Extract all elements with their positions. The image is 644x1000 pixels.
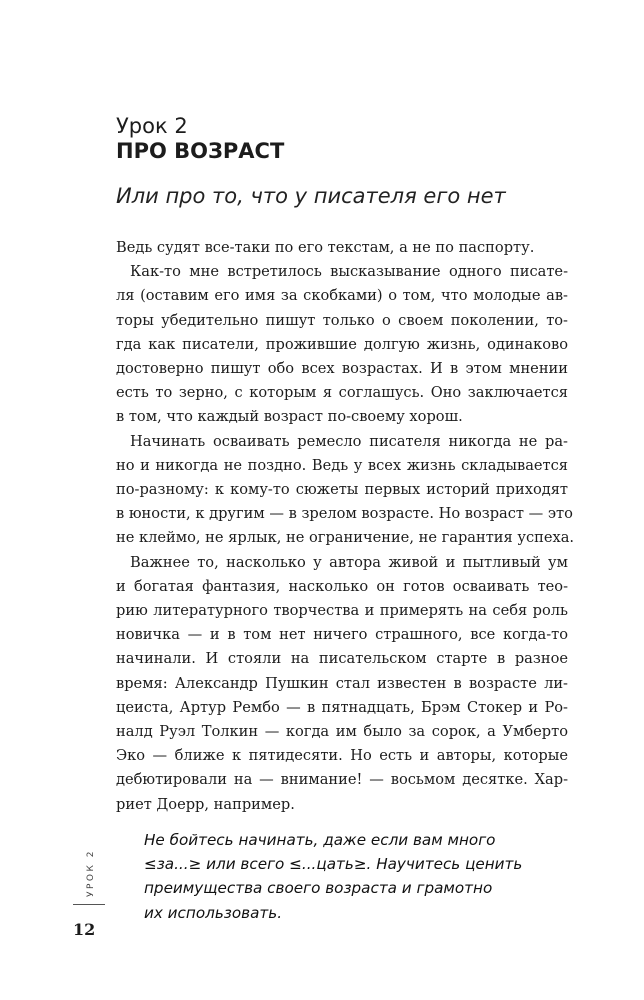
text-line: новичка — и в том нет ничего страшного, все когда-то [116, 626, 568, 644]
text-line: по-разному: к кому-то сюжеты первых историй приходят [116, 481, 568, 499]
text-line: достоверно пишут обо всех возрастах. И в этом мнении [116, 360, 568, 378]
lesson-subtitle: Или про то, что у писателя его нет [116, 184, 506, 208]
footer-divider [73, 904, 105, 905]
note-line: ≤за...≥ или всего ≤...цать≥. Научитесь ценить [144, 855, 523, 874]
text-line: Как-то мне встретилось высказывание одного писате- [130, 263, 568, 281]
text-line: в юности, к другим — в зрелом возрасте. Но возраст — это [116, 505, 573, 523]
text-line: и богатая фантазия, насколько он готов осваивать тео- [116, 577, 568, 595]
note-line: преимущества своего возраста и грамотно [144, 879, 493, 898]
text-line: Важнее то, насколько у автора живой и пытливый ум [130, 553, 568, 571]
running-head [84, 838, 98, 908]
text-line: время: Александр Пушкин стал известен в возрасте ли- [116, 674, 568, 692]
text-line: риет Доерр, например. [116, 795, 295, 813]
text-line: торы убедительно пишут только о своем поколении, то- [116, 311, 568, 329]
page-number: 12 [73, 920, 96, 939]
text-line: гда как писатели, прожившие долгую жизнь, одинаково [116, 335, 568, 353]
note-line: Не бойтесь начинать, даже если вам много [144, 831, 496, 849]
lesson-number: Урок 2 [116, 114, 188, 138]
text-line: Эко — ближе к пятидесяти. Но есть и авторы, которые [116, 747, 568, 765]
text-line: Начинать осваивать ремесло писателя никогда не ра- [130, 432, 568, 450]
text-line: ля (оставим его имя за скобками) о том, что молодые ав- [116, 287, 568, 305]
text-line: не клеймо, не ярлык, не ограничение, не гарантия успеха. [116, 529, 575, 547]
handwritten-note [144, 828, 564, 925]
text-line: но и никогда не поздно. Ведь у всех жизнь складывается [116, 456, 568, 474]
text-line: Ведь судят все-таки по его текстам, а не по паспорту. [116, 239, 535, 256]
note-line: их использовать. [144, 903, 283, 922]
lesson-title: ПРО ВОЗРАСТ [116, 139, 285, 163]
text-line: в том, что каждый возраст по-своему хорош. [116, 408, 463, 426]
text-line: есть то зерно, с которым я соглашусь. Оно заключается [116, 384, 568, 402]
text-line: цеиста, Артур Рембо — в пятнадцать, Брэм Стокер и Ро- [116, 698, 568, 716]
body-text [116, 236, 575, 817]
text-line: дебютировали на — внимание! — восьмом десятке. Хар- [116, 771, 568, 789]
text-line: налд Руэл Толкин — когда им было за сорок, а Умберто [116, 723, 568, 741]
text-line: начинали. И стояли на писательском старте в разное [116, 650, 568, 668]
running-head-text: УРОК 2 [86, 849, 96, 897]
text-line: рию литературного творчества и примерять на себя роль [116, 602, 568, 620]
